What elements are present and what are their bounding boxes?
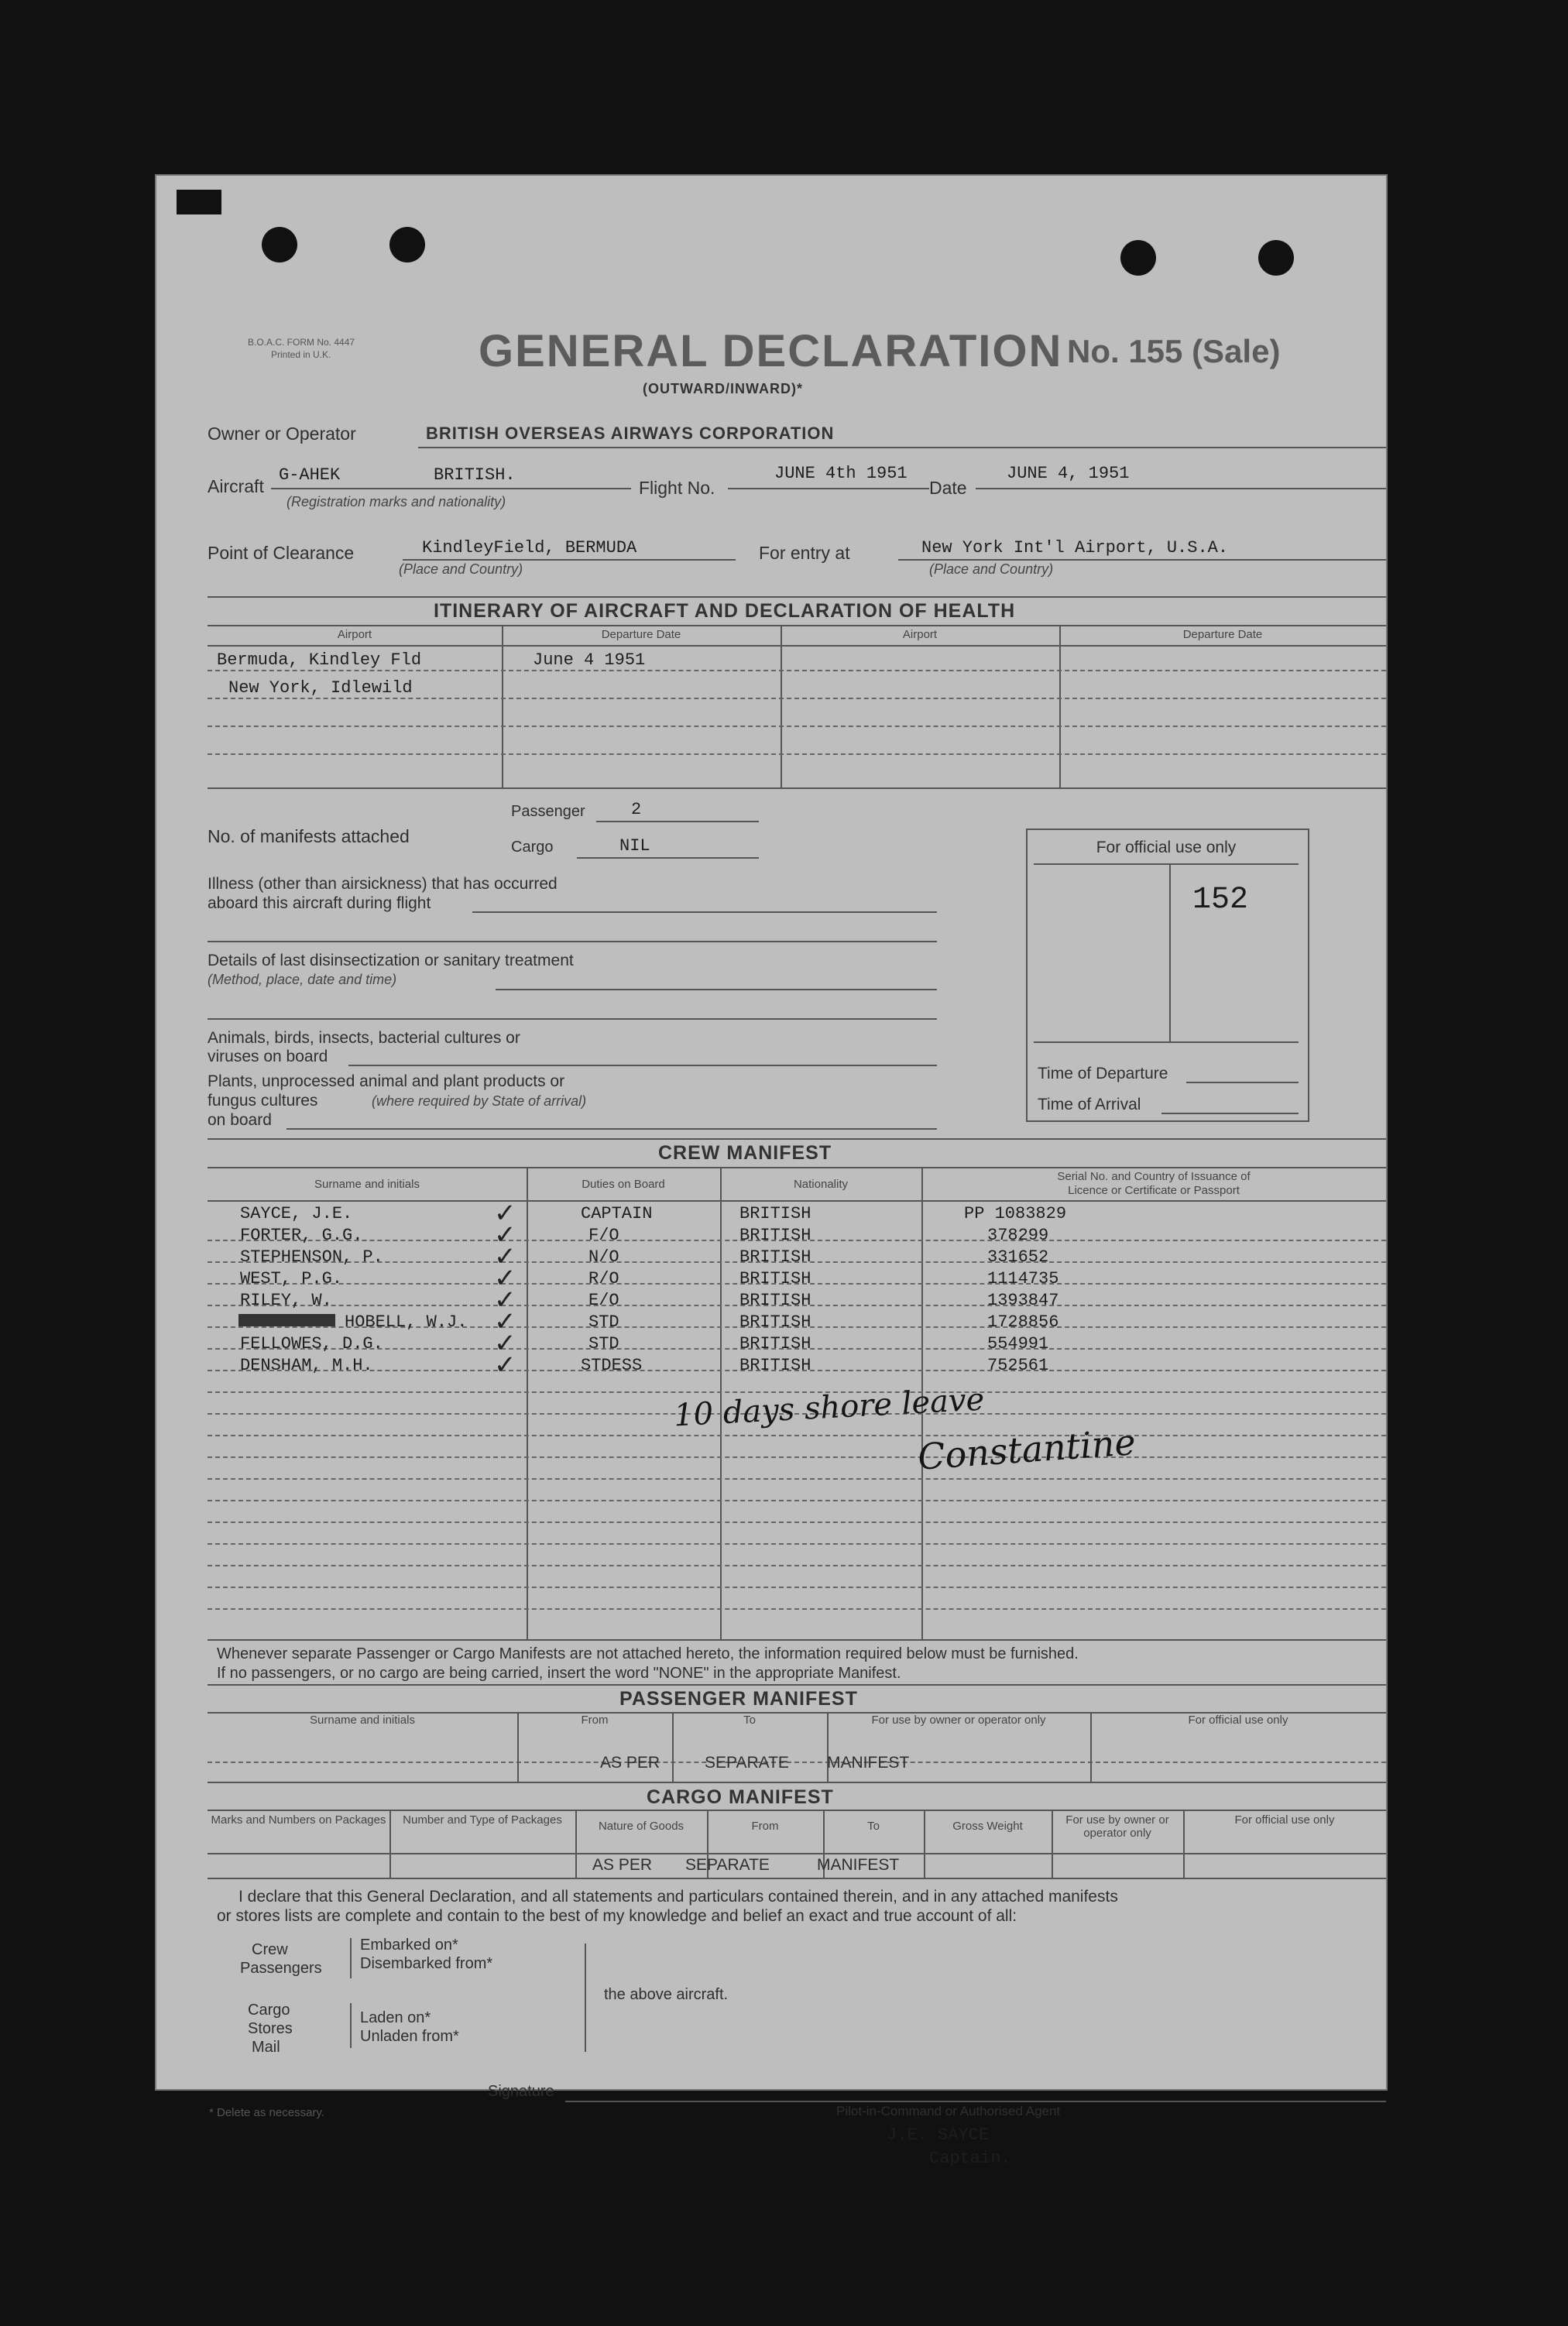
- time-departure-label: Time of Departure: [1038, 1065, 1168, 1082]
- passenger-col-to: To: [743, 1714, 756, 1727]
- crew-name-6: HOBELL, W.J.: [345, 1312, 468, 1332]
- cargo-separate: SEPARATE: [685, 1856, 770, 1874]
- crew-name-7: FELLOWES, D.G.: [240, 1334, 383, 1353]
- form-printed: Printed in U.K.: [271, 349, 331, 360]
- passenger-col-official: For official use only: [1188, 1714, 1288, 1727]
- passengers-word: Passengers: [240, 1960, 322, 1977]
- manifests-label: No. of manifests attached: [208, 826, 410, 846]
- check-mark: ✓: [494, 1199, 516, 1228]
- cargo-as-per: AS PER: [592, 1856, 653, 1874]
- delete-note: * Delete as necessary.: [209, 2106, 324, 2119]
- crew-serial-4: 1114735: [987, 1269, 1059, 1288]
- cargo-manifest-word: MANIFEST: [817, 1856, 900, 1874]
- passenger-col-from: From: [581, 1714, 609, 1727]
- animals-label: Animals, birds, insects, bacterial cultures or: [208, 1029, 520, 1047]
- embarked-word: Embarked on*: [360, 1937, 458, 1954]
- plants-label: Plants, unprocessed animal and plant products or: [208, 1072, 565, 1090]
- punch-hole: [1120, 240, 1156, 276]
- clearance-label: Point of Clearance: [208, 543, 355, 563]
- crew-name-4: WEST, P.G.: [240, 1269, 343, 1288]
- cargo-col-official: For official use only: [1234, 1813, 1335, 1827]
- passenger-col-name: Surname and initials: [310, 1714, 415, 1727]
- cargo-word: Cargo: [248, 2002, 290, 2019]
- check-mark: ✓: [494, 1264, 516, 1293]
- check-mark: ✓: [494, 1242, 516, 1271]
- crew-nationality-4: BRITISH: [739, 1269, 811, 1288]
- passenger-label: Passenger: [511, 803, 585, 820]
- crew-nationality-8: BRITISH: [739, 1356, 811, 1375]
- crew-nationality-5: BRITISH: [739, 1291, 811, 1310]
- form-number: B.O.A.C. FORM No. 4447: [248, 337, 355, 348]
- date-label: Date: [929, 478, 967, 498]
- entry-note: (Place and Country): [929, 561, 1054, 577]
- crew-nationality-7: BRITISH: [739, 1334, 811, 1353]
- entry-label: For entry at: [759, 543, 850, 563]
- disinsect-label: Details of last disinsectization or sanitary treatment: [208, 952, 574, 969]
- crew-nationality-2: BRITISH: [739, 1226, 811, 1245]
- aircraft-label: Aircraft: [208, 476, 264, 496]
- check-mark: ✓: [494, 1329, 516, 1358]
- crew-serial-7: 554991: [987, 1334, 1049, 1353]
- date-value: JUNE 4, 1951: [1007, 464, 1130, 483]
- pilot-label: Pilot-in-Command or Authorised Agent: [836, 2104, 1061, 2118]
- crew-duty-8: STDESS: [581, 1356, 643, 1375]
- cargo-col-owner: For use by owner or operator only: [1065, 1813, 1169, 1840]
- punch-hole: [1258, 240, 1294, 276]
- cargo-col-from: From: [751, 1820, 779, 1833]
- crew-duty-7: STD: [588, 1334, 619, 1353]
- crew-serial-8: 752561: [987, 1356, 1049, 1375]
- crew-name-8: DENSHAM, M.H.: [240, 1356, 373, 1375]
- cargo-col-goods: Nature of Goods: [598, 1820, 684, 1833]
- owner-label: Owner or Operator: [208, 424, 356, 444]
- cargo-col-packages: Number and Type of Packages: [403, 1813, 562, 1827]
- itinerary-airport-1: Bermuda, Kindley Fld: [217, 650, 422, 670]
- form-subtitle: (OUTWARD/INWARD)*: [643, 381, 803, 396]
- passenger-manifest-word: MANIFEST: [827, 1754, 910, 1772]
- crew-name-1: SAYCE, J.E.: [240, 1204, 353, 1223]
- crew-name-2: FORTER, G.G.: [240, 1226, 363, 1245]
- time-arrival-label: Time of Arrival: [1038, 1096, 1141, 1113]
- crew-nationality-3: BRITISH: [739, 1247, 811, 1267]
- struck-out-name: [238, 1314, 335, 1326]
- crew-serial-6: 1728856: [987, 1312, 1059, 1332]
- official-number: 152: [1192, 883, 1249, 918]
- crew-word: Crew: [252, 1941, 288, 1958]
- crew-duty-3: N/O: [588, 1247, 619, 1267]
- clearance-value: KindleyField, BERMUDA: [422, 538, 637, 557]
- cargo-col-marks: Marks and Numbers on Packages: [211, 1813, 386, 1827]
- illness-label-2: aboard this aircraft during flight: [208, 894, 431, 912]
- cargo-label: Cargo: [511, 839, 554, 856]
- declaration-text-1: I declare that this General Declaration, and all statements and particulars contained therein, and in any attached manifests: [238, 1888, 1118, 1906]
- check-mark: ✓: [494, 1307, 516, 1336]
- crew-col-nationality: Nationality: [793, 1178, 849, 1191]
- instructions-line-1: Whenever separate Passenger or Cargo Manifests are not attached hereto, the information required below must be furnished.: [217, 1645, 1079, 1662]
- crew-col-duties: Duties on Board: [582, 1178, 665, 1191]
- signature-label: Signature: [488, 2083, 554, 2100]
- torn-corner: [177, 190, 221, 214]
- itinerary-col-airport: Airport: [337, 628, 372, 641]
- pilot-title: Captain.: [929, 2149, 1011, 2168]
- flight-value: JUNE 4th 1951: [774, 464, 908, 483]
- check-mark: ✓: [494, 1285, 516, 1315]
- itinerary-col-date: Departure Date: [601, 628, 681, 641]
- crew-nationality-6: BRITISH: [739, 1312, 811, 1332]
- crew-col-licence: Licence or Certificate or Passport: [1068, 1184, 1240, 1197]
- punch-hole: [262, 227, 297, 262]
- passenger-count: 2: [631, 800, 642, 819]
- crew-name-3: STEPHENSON, P.: [240, 1247, 383, 1267]
- mail-word: Mail: [252, 2039, 280, 2056]
- aircraft-nationality: BRITISH.: [434, 465, 516, 485]
- pilot-name: J.E. SAYCE: [887, 2125, 990, 2145]
- instructions-line-2: If no passengers, or no cargo are being carried, insert the word "NONE" in the appropriate Manifest.: [217, 1665, 901, 1682]
- crew-serial-5: 1393847: [987, 1291, 1059, 1310]
- passenger-col-owner: For use by owner or operator only: [871, 1714, 1046, 1727]
- handwritten-note: 10 days shore leave: [673, 1381, 986, 1434]
- official-use-title: For official use only: [1096, 839, 1237, 856]
- aircraft-note: (Registration marks and nationality): [286, 494, 506, 509]
- itinerary-col-airport-2: Airport: [902, 628, 938, 641]
- above-aircraft: the above aircraft.: [604, 1986, 729, 2003]
- plants-label-2: fungus cultures: [208, 1092, 318, 1110]
- owner-value: BRITISH OVERSEAS AIRWAYS CORPORATION: [426, 424, 835, 443]
- general-declaration-form: [155, 174, 1388, 2168]
- illness-label: Illness (other than airsickness) that has occurred: [208, 875, 558, 893]
- plants-note: (where required by State of arrival): [372, 1093, 587, 1109]
- itinerary-col-date-2: Departure Date: [1182, 628, 1263, 641]
- crew-duty-5: E/O: [588, 1291, 619, 1310]
- passenger-as-per: AS PER: [600, 1754, 660, 1772]
- unladen-word: Unladen from*: [360, 2028, 459, 2045]
- clearance-note: (Place and Country): [399, 561, 523, 577]
- itinerary-date-1: June 4 1951: [533, 650, 646, 670]
- crew-duty-2: F/O: [588, 1226, 619, 1245]
- passenger-manifest-title: PASSENGER MANIFEST: [619, 1688, 858, 1710]
- cargo-manifest-title: CARGO MANIFEST: [647, 1786, 834, 1808]
- flight-label: Flight No.: [639, 478, 715, 498]
- laden-word: Laden on*: [360, 2009, 431, 2026]
- declaration-text-2: or stores lists are complete and contain to the best of my knowledge and belief an exact and true account of all:: [217, 1907, 1017, 1925]
- crew-serial-1: PP 1083829: [964, 1204, 1067, 1223]
- itinerary-title: ITINERARY OF AIRCRAFT AND DECLARATION OF HEALTH: [434, 600, 1016, 622]
- crew-col-serial: Serial No. and Country of Issuance of: [1057, 1170, 1251, 1183]
- crew-duty-6: STD: [588, 1312, 619, 1332]
- form-title: GENERAL DECLARATION: [479, 326, 1063, 376]
- disinsect-note: (Method, place, date and time): [208, 972, 397, 987]
- crew-duty-1: CAPTAIN: [581, 1204, 653, 1223]
- crew-name-5: RILEY, W.: [240, 1291, 332, 1310]
- cargo-count: NIL: [619, 836, 650, 856]
- crew-serial-3: 331652: [987, 1247, 1049, 1267]
- punch-hole: [389, 227, 425, 262]
- cargo-col-weight: Gross Weight: [952, 1820, 1023, 1833]
- crew-nationality-1: BRITISH: [739, 1204, 811, 1223]
- crew-duty-4: R/O: [588, 1269, 619, 1288]
- plants-label-3: on board: [208, 1111, 272, 1129]
- stores-word: Stores: [248, 2020, 293, 2037]
- declaration-number: No. 155 (Sale): [1067, 333, 1281, 369]
- cargo-col-to: To: [867, 1820, 880, 1833]
- crew-col-name: Surname and initials: [314, 1178, 420, 1191]
- aircraft-registration: G-AHEK: [279, 465, 341, 485]
- disembarked-word: Disembarked from*: [360, 1955, 493, 1972]
- passenger-separate: SEPARATE: [705, 1754, 789, 1772]
- crew-title: CREW MANIFEST: [658, 1142, 832, 1164]
- itinerary-airport-2: New York, Idlewild: [228, 678, 413, 698]
- check-mark: ✓: [494, 1220, 516, 1250]
- crew-serial-2: 378299: [987, 1226, 1049, 1245]
- handwritten-signature: Constantine: [916, 1421, 1137, 1478]
- entry-value: New York Int'l Airport, U.S.A.: [921, 538, 1229, 557]
- animals-label-2: viruses on board: [208, 1048, 328, 1065]
- check-mark: ✓: [494, 1350, 516, 1380]
